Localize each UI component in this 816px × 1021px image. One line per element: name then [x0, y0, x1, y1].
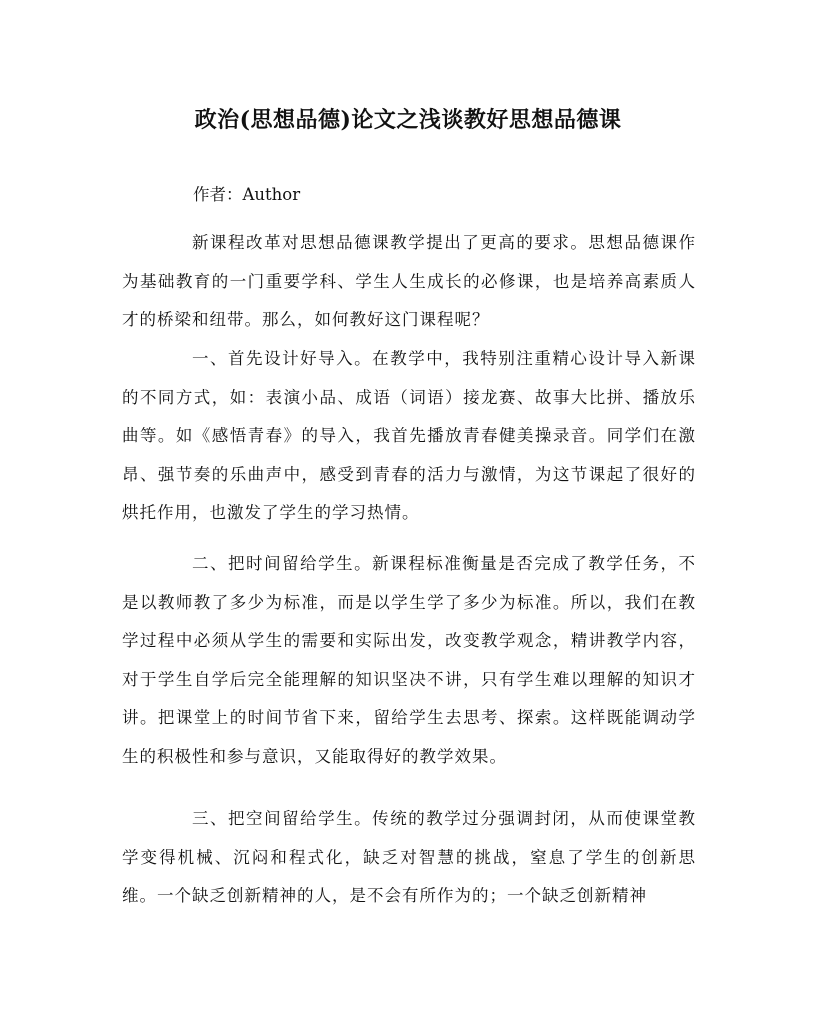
document-title: 政治(思想品德)论文之浅谈教好思想品德课	[194, 107, 622, 133]
author-line: 作者：Author	[193, 185, 301, 204]
paragraph-section-2: 二、把时间留给学生。新课程标准衡量是否完成了教学任务，不是以教师教了多少为标准，而是以学生学了多少为标准。所以，我们在教学过程中必须从学生的需要和实际出发，改变教学观念，精讲教学内容，对于学生自学后完全能理解的知识坚决不讲，只有学生难以理解的知识才讲。把课堂上的时间节省下来，留给学生去思考、探索。这样既能调动学生的积极性和参与意识，又能取得好的教学效果。	[122, 554, 696, 766]
paragraph-intro: 新课程改革对思想品德课教学提出了更高的要求。思想品德课作为基础教育的一门重要学科、学生人生成长的必修课，也是培养高素质人才的桥梁和纽带。那么，如何教好这门课程呢？	[122, 233, 696, 329]
paragraph-section-3: 三、把空间留给学生。传统的教学过分强调封闭，从而使课堂教学变得机械、沉闷和程式化，缺乏对智慧的挑战，窒息了学生的创新思维。一个缺乏创新精神的人，是不会有所作为的；一个缺乏创新精神	[122, 809, 696, 905]
paragraph-section-1: 一、首先设计好导入。在教学中，我特别注重精心设计导入新课的不同方式，如：表演小品、成语（词语）接龙赛、故事大比拼、播放乐曲等。如《感悟青春》的导入，我首先播放青春健美操录音。同学们在激昂、强节奏的乐曲声中，感受到青春的活力与激情，为这节课起了很好的烘托作用，也激发了学生的学习热情。	[122, 349, 696, 522]
